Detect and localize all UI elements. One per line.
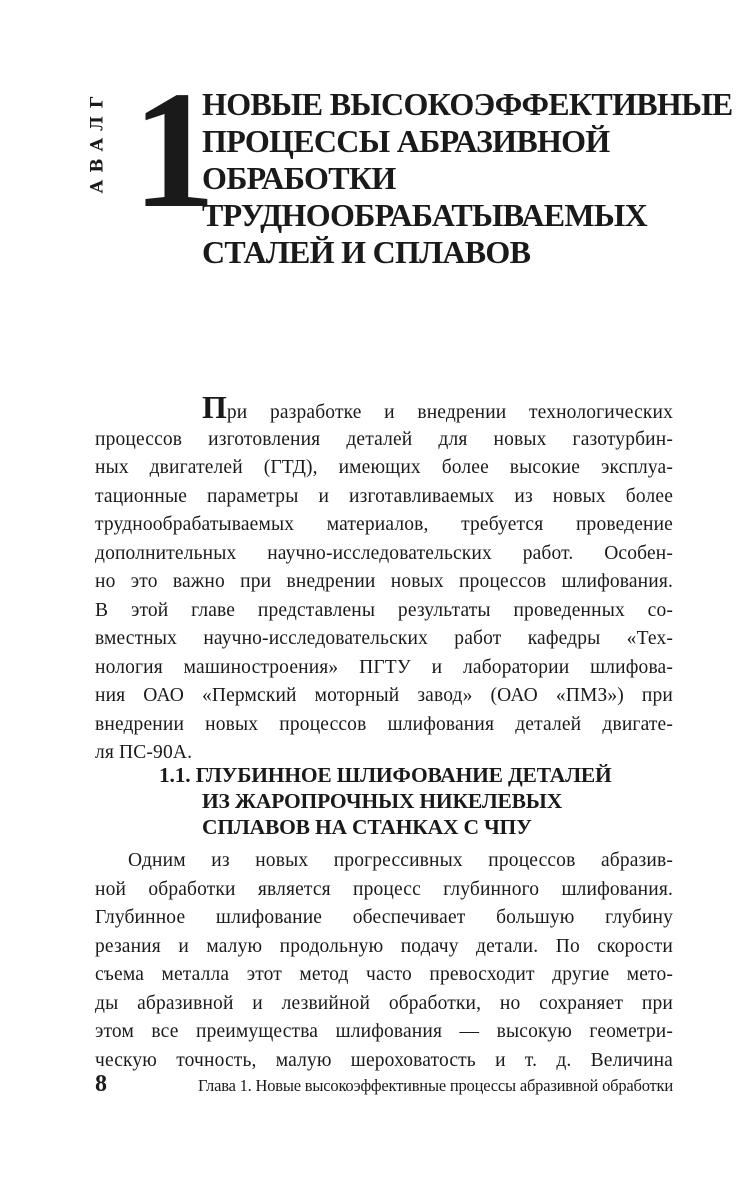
section-heading-line: ИЗ ЖАРОПРОЧНЫХ НИКЕЛЕВЫХ: [202, 789, 563, 813]
section-line: этом все преимущества шлифования — высокую геометри-: [95, 1021, 673, 1042]
section-line: съема металла этот метод часто превосходит другие мето-: [95, 964, 673, 985]
intro-paragraph: [95, 389, 673, 768]
intro-line: но это важно при внедрении новых процессов шлифования.: [95, 571, 673, 592]
chapter-title-line: ПРОЦЕССЫ АБРАЗИВНОЙ: [202, 123, 610, 159]
section-heading: [159, 762, 679, 840]
section-heading-line: 1.1. ГЛУБИННОЕ ШЛИФОВАНИЕ ДЕТАЛЕЙ: [159, 763, 612, 787]
chapter-label-letter: В: [87, 158, 108, 173]
chapter-title-line: ТРУДНООБРАБАТЫВАЕМЫХ: [202, 197, 648, 233]
intro-line: ных двигателей (ГТД), имеющих более высокие эксплуа-: [95, 457, 673, 478]
intro-line: вместных научно-исследовательских работ кафедры «Тех-: [95, 628, 673, 649]
section-line: Одним из новых прогрессивных процессов абразив-: [128, 850, 673, 871]
section-line: ной обработки является процесс глубинного шлифования.: [95, 878, 673, 900]
section-line: ды абразивной и лезвийной обработки, но сохраняет при: [95, 992, 673, 1014]
section-line: ческую точность, малую шероховатость и т. д. Величина: [95, 1049, 673, 1071]
chapter-title: [202, 86, 733, 271]
intro-line: ния ОАО «Пермский моторный завод» (ОАО «ПМЗ») при: [95, 685, 673, 706]
intro-line: В этой главе представлены результаты проведенных со-: [95, 599, 673, 621]
intro-line: процессов изготовления деталей для новых газотурбин-: [95, 428, 673, 450]
intro-line: нология машиностроения» ПГТУ и лаборатории шлифова-: [95, 656, 673, 678]
chapter-label: [84, 92, 116, 197]
drop-cap: П: [202, 389, 227, 425]
intro-first-line-text: ри разработке и внедрении технологических: [226, 402, 673, 423]
chapter-number: 1: [132, 57, 216, 243]
chapter-label-letter: Л: [87, 115, 108, 132]
section-line: резания и малую продольную подачу детали. По скорости: [95, 935, 673, 957]
running-head: Глава 1. Новые высокоэффективные процессы абразивной обработки: [197, 1076, 673, 1095]
chapter-title-line: СТАЛЕЙ И СПЛАВОВ: [202, 234, 531, 270]
intro-first-line: [95, 389, 673, 426]
intro-line: ля ПС-90А.: [95, 742, 193, 763]
chapter-title-line: НОВЫЕ ВЫСОКОЭФФЕКТИВНЫЕ: [202, 86, 733, 122]
chapter-title-line: ОБРАБОТКИ: [202, 160, 396, 196]
chapter-label-letter: Г: [87, 96, 108, 109]
intro-line: труднообрабатываемых материалов, требуется проведение: [95, 514, 673, 535]
page-number: 8: [95, 1071, 107, 1097]
intro-line: внедрении новых процессов шлифования деталей двигате-: [95, 713, 673, 735]
section-line: Глубинное шлифование обеспечивает большую глубину: [95, 907, 673, 928]
section-paragraph: [95, 847, 673, 1075]
section-heading-line: СПЛАВОВ НА СТАНКАХ С ЧПУ: [202, 815, 532, 839]
page-footer: [95, 1071, 673, 1101]
intro-line: тационные параметры и изготавливаемых из новых более: [95, 485, 673, 507]
intro-line: дополнительных научно-исследовательских работ. Особен-: [95, 542, 673, 564]
chapter-label-letter: А: [87, 179, 108, 194]
chapter-label-letter: А: [87, 137, 108, 152]
